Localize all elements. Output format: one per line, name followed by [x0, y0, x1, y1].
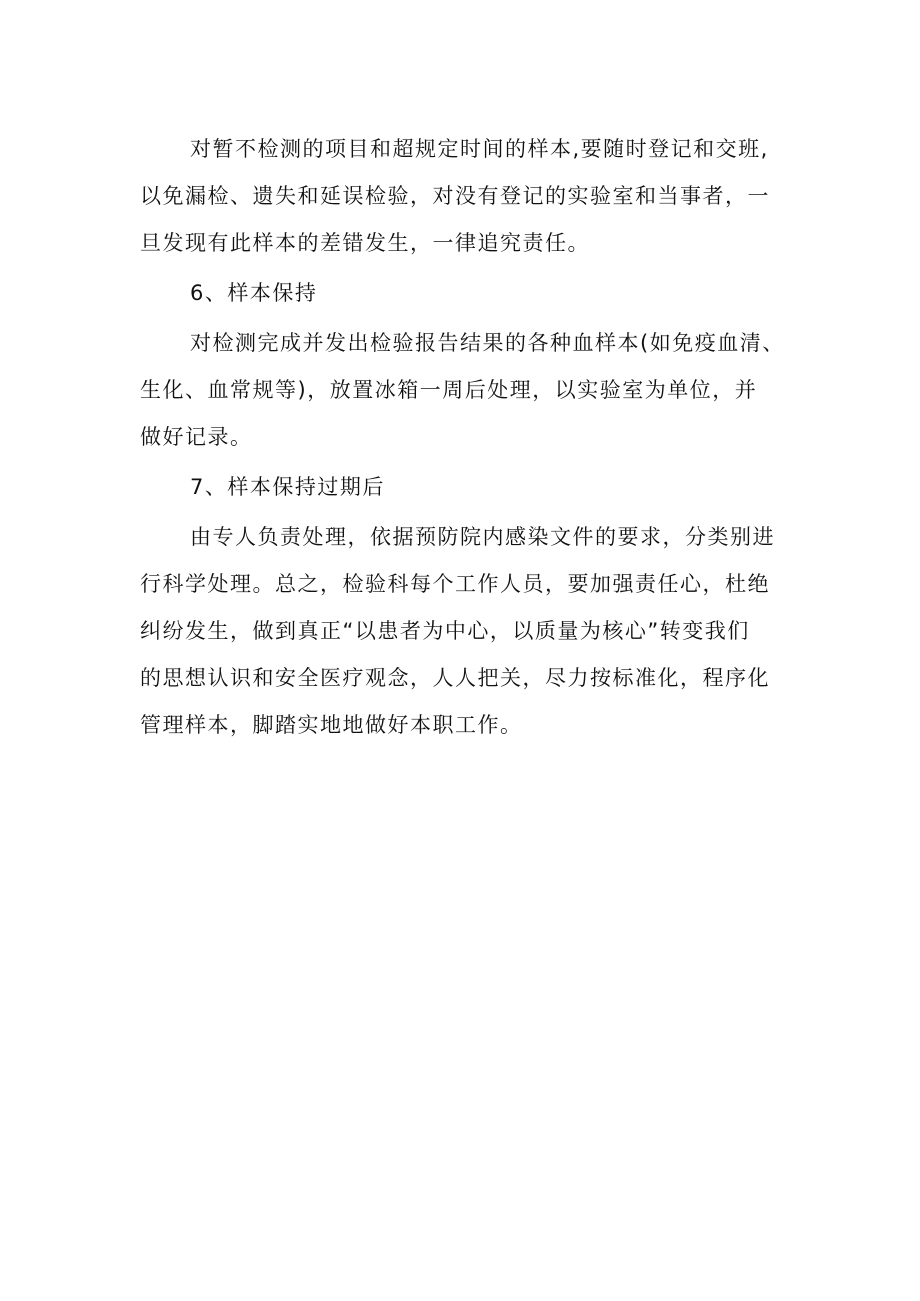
paragraph-line: 管理样本，脚踏实地地做好本职工作。 — [140, 713, 523, 737]
paragraph-line: 纠纷发生，做到真正“以患者为中心，以质量为核心”转变我们 — [140, 619, 750, 643]
paragraph-line: 旦发现有此样本的差错发生，一律追究责任。 — [140, 231, 590, 255]
paragraph-line: 由专人负责处理，依据预防院内感染文件的要求，分类别进 — [190, 525, 775, 549]
paragraph-unchecked-samples — [140, 126, 810, 267]
section-heading-7: 7、样本保持过期后 — [190, 475, 385, 499]
section-heading-6: 6、样本保持 — [190, 281, 318, 305]
document-body — [140, 126, 810, 749]
paragraph-line: 生化、血常规等)，放置冰箱一周后处理，以实验室为单位，并 — [140, 378, 758, 402]
paragraph-line: 对暂不检测的项目和超规定时间的样本,要随时登记和交班, — [190, 137, 769, 161]
paragraph-sample-retention — [140, 320, 810, 461]
paragraph-expired-samples — [140, 514, 810, 749]
paragraph-line: 做好记录。 — [140, 425, 253, 449]
paragraph-line: 的思想认识和安全医疗观念，人人把关，尽力按标准化，程序化 — [140, 666, 770, 690]
paragraph-line: 行科学处理。总之，检验科每个工作人员，要加强责任心，杜绝 — [140, 572, 770, 596]
paragraph-line: 以免漏检、遗失和延误检验，对没有登记的实验室和当事者，一 — [140, 184, 770, 208]
paragraph-line: 对检测完成并发出检验报告结果的各种血样本(如免疫血清、 — [190, 331, 785, 355]
